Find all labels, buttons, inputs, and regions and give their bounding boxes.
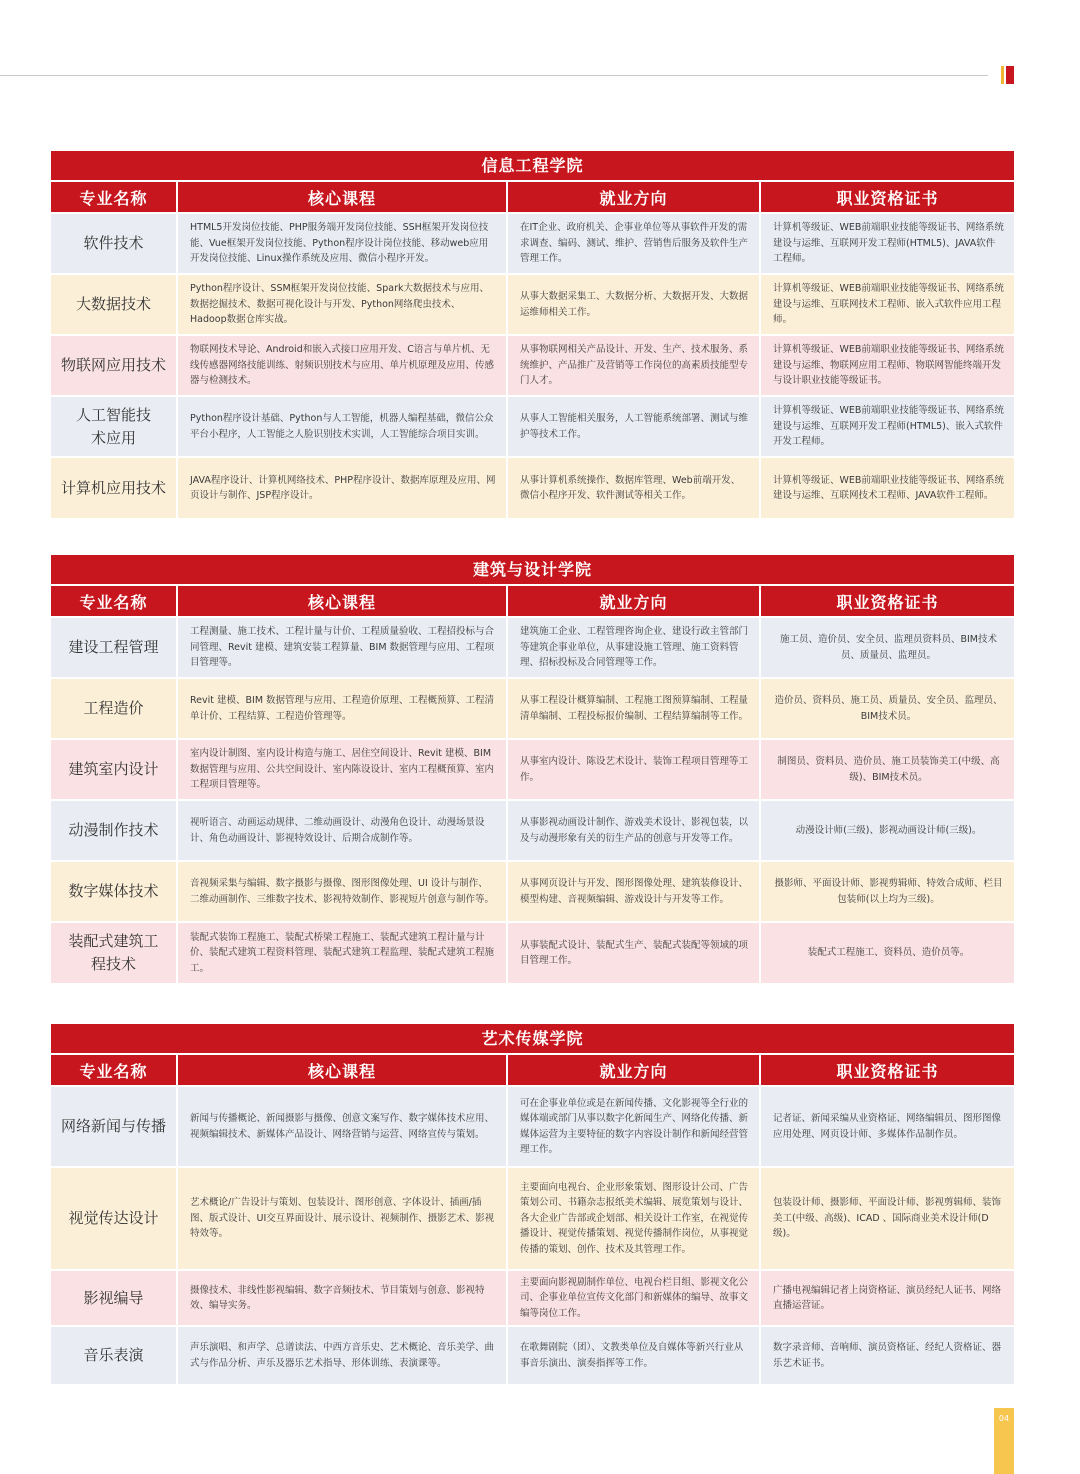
section-title: 建筑与设计学院 [51, 555, 1014, 584]
major-name: 人工智能技术应用 [51, 396, 177, 457]
table-row [51, 739, 1014, 800]
employment-direction: 在IT企业、政府机关、企事业单位等从事软件开发的需求调查、编码、测试、维护、营销售后服务及软件生产管理工作。 [507, 213, 760, 274]
core-courses: Revit 建模、BIM 数据管理与应用、工程造价原理、工程概预算、工程清单计价、工程结算、工程造价管理等。 [177, 678, 507, 739]
table-row [51, 1167, 1014, 1270]
core-courses: 工程测量、施工技术、工程计量与计价、工程质量验收、工程招投标与合同管理、Revit 建模、建筑安装工程算量、BIM 数据管理与应用、工程项目管理等。 [177, 617, 507, 678]
certificates: 制图员、资料员、造价员、施工员装饰美工(中级、高级)、BIM技术员。 [760, 739, 1014, 800]
major-name: 数字媒体技术 [51, 861, 177, 922]
employment-direction: 从事工程设计概算编制、工程施工图预算编制、工程量清单编制、工程投标报价编制、工程结算编制等工作。 [507, 678, 760, 739]
employment-direction: 从事影视动画设计制作、游戏美术设计、影视包装，以及与动漫形象有关的衍生产品的创意与开发等工作。 [507, 800, 760, 861]
accent-bar-red [1006, 66, 1014, 84]
major-name: 计算机应用技术 [51, 457, 177, 518]
header-certificates: 职业资格证书 [760, 181, 1014, 213]
table-row [51, 800, 1014, 861]
major-name: 音乐表演 [51, 1326, 177, 1384]
section-arts-media [51, 1024, 1014, 1384]
section-architecture-design [51, 555, 1014, 983]
header-major-name: 专业名称 [51, 181, 177, 213]
employment-direction: 建筑施工企业、工程管理咨询企业、建设行政主管部门等建筑企事业单位，从事建设施工管理、施工资料管理、招标投标及合同管理等工作。 [507, 617, 760, 678]
major-name: 工程造价 [51, 678, 177, 739]
core-courses: 视听语言、动画运动规律、二维动画设计、动漫角色设计、动漫场景设计、角色动画设计、影视特效设计、后期合成制作等。 [177, 800, 507, 861]
employment-direction: 从事人工智能相关服务，人工智能系统部署、测试与维护等技术工作。 [507, 396, 760, 457]
core-courses: 摄像技术、非线性影视编辑、数字音频技术、节目策划与创意、影视特效、编导实务。 [177, 1270, 507, 1326]
section-title: 艺术传媒学院 [51, 1024, 1014, 1053]
certificates: 计算机等级证、WEB前端职业技能等级证书、网络系统建设与运维、物联网应用工程师、物联网智能终端开发与设计职业技能等级证书。 [760, 335, 1014, 396]
employment-direction: 从事计算机系统操作、数据库管理、Web前端开发、微信小程序开发、软件测试等相关工作。 [507, 457, 760, 518]
major-name: 影视编导 [51, 1270, 177, 1326]
table-header-row [51, 1054, 1014, 1086]
core-courses: HTML5开发岗位技能、PHP服务端开发岗位技能、SSH框架开发岗位技能、Vue框架开发岗位技能、Python程序设计岗位技能、移动web应用开发岗位技能、Linux操作系统及应用、微信小程序开发。 [177, 213, 507, 274]
employment-direction: 从事大数据采集工、大数据分析、大数据开发、大数据运维师相关工作。 [507, 274, 760, 335]
major-name: 建设工程管理 [51, 617, 177, 678]
section-information-engineering [51, 151, 1014, 518]
core-courses: 声乐演唱、和声学、总谱读法、中西方音乐史、艺术概论、音乐美学、曲式与作品分析、声乐及器乐艺术指导、形体训练、表演课等。 [177, 1326, 507, 1384]
accent-bar-yellow [1001, 66, 1004, 84]
top-divider-line [0, 75, 988, 76]
certificates: 动漫设计师(三级)、影视动画设计师(三级)。 [760, 800, 1014, 861]
major-name: 视觉传达设计 [51, 1167, 177, 1270]
certificates: 装配式工程施工、资料员、造价员等。 [760, 922, 1014, 983]
employment-direction: 可在企事业单位或是在新闻传播、文化影视等全行业的媒体端或部门从事以数字化新闻生产、网络化传播、新媒体运营为主要特征的数字内容设计制作和新闻经营管理工作。 [507, 1086, 760, 1167]
major-name: 网络新闻与传播 [51, 1086, 177, 1167]
core-courses: 物联网技术导论、Android和嵌入式接口应用开发、C语言与单片机、无线传感器网络技能训练、射频识别技术与应用、单片机原理及应用、传感器与检测技术。 [177, 335, 507, 396]
header-major-name: 专业名称 [51, 585, 177, 617]
table-row [51, 1326, 1014, 1384]
table-row [51, 396, 1014, 457]
header-core-courses: 核心课程 [177, 585, 507, 617]
major-name: 软件技术 [51, 213, 177, 274]
certificates: 数字录音师、音响师、演员资格证、经纪人资格证、器乐艺术证书。 [760, 1326, 1014, 1384]
table-row [51, 274, 1014, 335]
major-name: 建筑室内设计 [51, 739, 177, 800]
major-name: 大数据技术 [51, 274, 177, 335]
certificates: 记者证、新闻采编从业资格证、网络编辑员、图形图像应用处理、网页设计师、多媒体作品制作员。 [760, 1086, 1014, 1167]
employment-direction: 主要面向电视台、企业形象策划、图形设计公司、广告策划公司、书籍杂志报纸美术编辑、展览策划与设计、各大企业广告部或企划部、相关设计工作室，在视觉传播设计、视觉传播策划、视觉传播制作岗位，从事视觉传播的策划、创作、技术及其管理工作。 [507, 1167, 760, 1270]
table-row [51, 457, 1014, 518]
core-courses: Python程序设计基础、Python与人工智能，机器人编程基础，微信公众平台小程序，人工智能之人脸识别技术实训，人工智能综合项目实训。 [177, 396, 507, 457]
core-courses: Python程序设计、SSM框架开发岗位技能、Spark大数据技术与应用、数据挖掘技术、数据可视化设计与开发、Python网络爬虫技术、Hadoop数据仓库实战。 [177, 274, 507, 335]
table-row [51, 678, 1014, 739]
certificates: 计算机等级证、WEB前端职业技能等级证书、网络系统建设与运维、互联网开发工程师(HTML5)、嵌入式软件开发工程师。 [760, 396, 1014, 457]
employment-direction: 在歌舞剧院（团）、文教类单位及自媒体等新兴行业从事音乐演出、演奏指挥等工作。 [507, 1326, 760, 1384]
header-employment: 就业方向 [507, 1054, 760, 1086]
certificates: 广播电视编辑记者上岗资格证、演员经纪人证书、网络直播运营证。 [760, 1270, 1014, 1326]
certificates: 计算机等级证、WEB前端职业技能等级证书、网络系统建设与运维、互联网技术工程师、嵌入式软件应用工程师。 [760, 274, 1014, 335]
table-row [51, 861, 1014, 922]
certificates: 摄影师、平面设计师、影视剪辑师、特效合成师、栏目包装师(以上均为三级)。 [760, 861, 1014, 922]
employment-direction: 从事网页设计与开发、图形图像处理、建筑装修设计、模型构建、音视频编辑、游戏设计与开发等工作。 [507, 861, 760, 922]
table-header-row [51, 181, 1014, 213]
table-row [51, 922, 1014, 983]
majors-table [51, 584, 1014, 983]
core-courses: JAVA程序设计、计算机网络技术、PHP程序设计、数据库原理及应用、网页设计与制作、JSP程序设计。 [177, 457, 507, 518]
header-major-name: 专业名称 [51, 1054, 177, 1086]
header-core-courses: 核心课程 [177, 1054, 507, 1086]
employment-direction: 从事室内设计、陈设艺术设计、装饰工程项目管理等工作。 [507, 739, 760, 800]
certificates: 计算机等级证、WEB前端职业技能等级证书、网络系统建设与运维、互联网技术工程师、JAVA软件工程师。 [760, 457, 1014, 518]
core-courses: 艺术概论/广告设计与策划、包装设计、图形创意、字体设计、插画/插图、版式设计、UI交互界面设计、展示设计、视频制作、摄影艺术、影视特效等。 [177, 1167, 507, 1270]
page-number-tab [994, 1408, 1014, 1474]
core-courses: 室内设计制图、室内设计构造与施工、居住空间设计、Revit 建模、BIM 数据管理与应用、公共空间设计、室内陈设设计、室内工程概预算、室内工程项目管理等。 [177, 739, 507, 800]
certificates: 计算机等级证、WEB前端职业技能等级证书、网络系统建设与运维、互联网开发工程师(HTML5)、JAVA软件工程师。 [760, 213, 1014, 274]
table-row [51, 617, 1014, 678]
certificates: 造价员、资料员、施工员、质量员、安全员、监理员、BIM技术员。 [760, 678, 1014, 739]
table-row [51, 335, 1014, 396]
certificates: 包装设计师、摄影师、平面设计师、影视剪辑师、装饰美工(中级、高级)、ICAD 、国际商业美术设计师(D级)。 [760, 1167, 1014, 1270]
table-row [51, 1086, 1014, 1167]
header-employment: 就业方向 [507, 585, 760, 617]
employment-direction: 主要面向影视剧制作单位、电视台栏目组、影视文化公司、企事业单位宣传文化部门和新媒体的编导、故事文编等岗位工作。 [507, 1270, 760, 1326]
majors-table [51, 180, 1014, 518]
section-title: 信息工程学院 [51, 151, 1014, 180]
header-certificates: 职业资格证书 [760, 585, 1014, 617]
certificates: 施工员、造价员、安全员、监理员资料员、BIM技术员、质量员、监理员。 [760, 617, 1014, 678]
major-name: 装配式建筑工程技术 [51, 922, 177, 983]
table-row [51, 1270, 1014, 1326]
core-courses: 装配式装饰工程施工、装配式桥梁工程施工、装配式建筑工程计量与计价、装配式建筑工程资料管理、装配式建筑工程监理、装配式建筑工程施工。 [177, 922, 507, 983]
header-certificates: 职业资格证书 [760, 1054, 1014, 1086]
employment-direction: 从事装配式设计、装配式生产、装配式装配等领域的项目管理工作。 [507, 922, 760, 983]
majors-table [51, 1053, 1014, 1384]
table-header-row [51, 585, 1014, 617]
header-core-courses: 核心课程 [177, 181, 507, 213]
major-name: 动漫制作技术 [51, 800, 177, 861]
table-row [51, 213, 1014, 274]
page-number: 04 [998, 1414, 1010, 1423]
header-employment: 就业方向 [507, 181, 760, 213]
major-name: 物联网应用技术 [51, 335, 177, 396]
employment-direction: 从事物联网相关产品设计、开发、生产、技术服务、系统维护、产品推广及营销等工作岗位的高素质技能型专门人才。 [507, 335, 760, 396]
core-courses: 新闻与传播概论、新闻摄影与摄像、创意文案写作、数字媒体技术应用、视频编辑技术、新媒体产品设计、网络营销与运营、网络宣传与策划。 [177, 1086, 507, 1167]
core-courses: 音视频采集与编辑、数字摄影与摄像、图形图像处理、UI 设计与制作、二维动画制作、三维数字技术、影视特效制作、影视短片创意与制作等。 [177, 861, 507, 922]
